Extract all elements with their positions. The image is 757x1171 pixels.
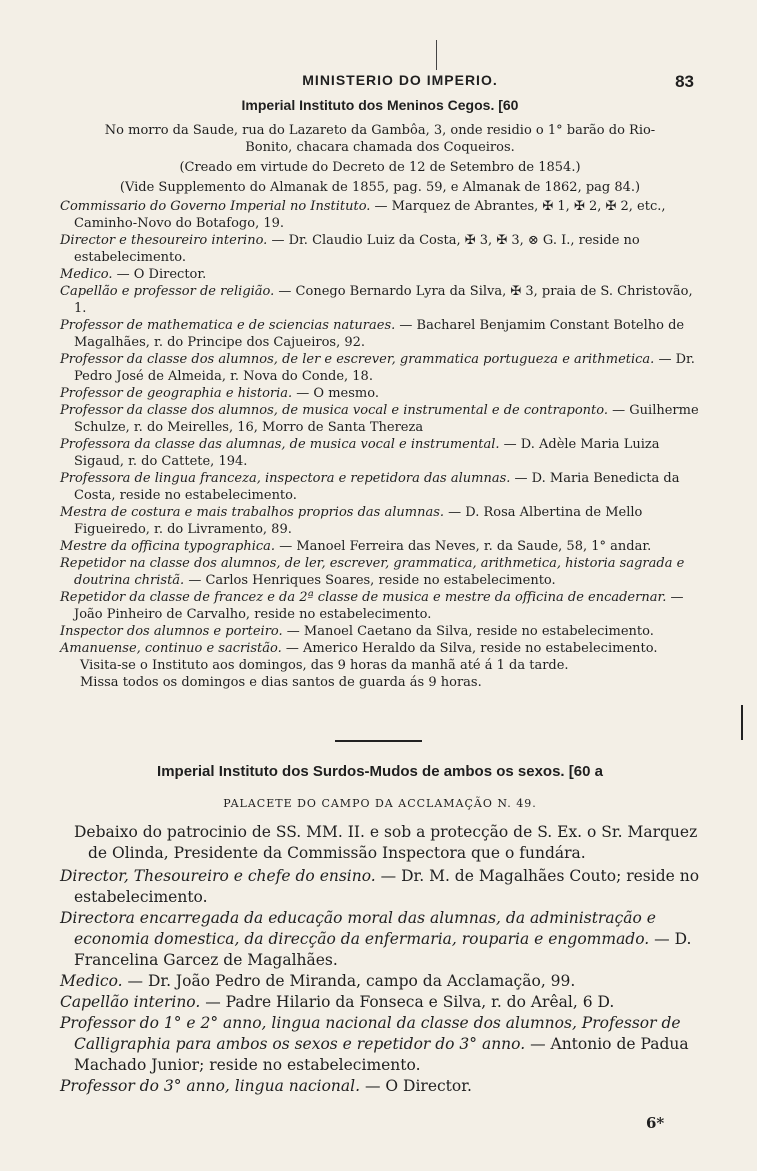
staff-entry (60, 470, 700, 504)
staff-role: Repetidor na classe dos alumnos, de ler, escrever, grammatica, arithmetica, historia sagrada e doutrina christã. (60, 556, 685, 588)
staff-entry (60, 317, 700, 351)
staff-entry (60, 992, 700, 1013)
staff-entry (60, 555, 700, 589)
visit-hours: Visita-se o Instituto aos domingos, das 9 horas da manhã até á 1 da tarde. (80, 658, 569, 673)
staff-entry (60, 385, 700, 402)
staff-detail: — Marquez de Abrantes, ✠ 1, ✠ 2, ✠ 2, etc., Caminho-Novo do Botafogo, 19. (74, 199, 666, 231)
section1-supplement: (Vide Supplemento do Almanak de 1855, pag. 59, e Almanak de 1862, pag 84.) (119, 180, 641, 195)
staff-detail: — Dr. João Pedro de Miranda, campo da Acclamação, 99. (122, 972, 576, 990)
staff-entry (60, 623, 700, 640)
staff-detail: — O Director. (360, 1077, 472, 1095)
staff-role: Professor de mathematica e de sciencias naturaes. (60, 318, 396, 333)
section2-title: Imperial Instituto dos Surdos-Mudos de ambos os sexos. [60 a (157, 763, 603, 780)
staff-role: Medico. (60, 972, 123, 990)
staff-detail: — João Pinheiro de Carvalho, reside no estabelecimento. (74, 590, 684, 622)
staff-role: Professor de geographia e historia. (60, 386, 293, 401)
mass-hours: Missa todos os domingos e dias santos de guarda ás 9 horas. (80, 675, 482, 690)
staff-role: Inspector dos alumnos e porteiro. (60, 624, 283, 639)
staff-role: Directora encarregada da educação moral das alumnas, da administração e economia domestica, da direcção da enfermaria, rouparia e engommado. (60, 909, 656, 948)
staff-entry (60, 971, 700, 992)
staff-role: Capellão interino. (60, 993, 201, 1011)
staff-detail: — O mesmo. (292, 386, 379, 401)
staff-detail: — D. Adèle Maria Luiza Sigaud, r. do Cattete, 194. (74, 437, 660, 469)
staff-role: Medico. (60, 267, 113, 282)
staff-role: Repetidor da classe de francez e da 2ª classe de musica e mestre da officina de encadernar. (60, 590, 667, 605)
section2-intro: Debaixo do patrocinio de SS. MM. II. e sob a protecção de S. Ex. o Sr. Marquez de Olinda, Presidente da Commissão Inspectora que o fundára. (74, 823, 698, 862)
section2-subtitle: PALACETE DO CAMPO DA ACCLAMAÇÃO N. 49. (223, 797, 537, 810)
staff-entry (60, 1013, 700, 1076)
staff-role: Professora da classe das alumnas, de musica vocal e instrumental. (60, 437, 500, 452)
staff-detail: — D. Maria Benedicta da Costa, reside no estabelecimento. (74, 471, 680, 503)
staff-entry (60, 436, 700, 470)
staff-entry (60, 589, 700, 623)
section1-body (60, 122, 700, 691)
staff-entry (60, 538, 700, 555)
margin-mark (741, 705, 743, 740)
staff-detail: — Antonio de Padua Machado Junior; reside no estabelecimento. (74, 1035, 689, 1074)
staff-role: Amanuense, continuo e sacristão. (60, 641, 282, 656)
staff-role: Capellão e professor de religião. (60, 284, 275, 299)
staff-entry (60, 504, 700, 538)
staff-entry (60, 908, 700, 971)
staff-role: Director, Thesoureiro e chefe do ensino. (60, 867, 376, 885)
staff-detail: — Manoel Caetano da Silva, reside no estabelecimento. (282, 624, 654, 639)
staff-detail: — Americo Heraldo da Silva, reside no estabelecimento. (281, 641, 658, 656)
staff-detail: — D. Rosa Albertina de Mello Figueiredo, r. do Livramento, 89. (74, 505, 643, 537)
page-number: 83 (675, 72, 694, 91)
staff-detail: — Conego Bernardo Lyra da Silva, ✠ 3, praia de S. Christovão, 1. (74, 284, 693, 316)
staff-detail: — Bacharel Benjamim Constant Botelho de Magalhães, r. do Principe dos Cajueiros, 92. (74, 318, 685, 350)
staff-entry (60, 283, 700, 317)
staff-detail: — O Director. (112, 267, 207, 282)
staff-role: Mestra de costura e mais trabalhos proprios das alumnas. (60, 505, 445, 520)
staff-role: Professor do 3° anno, lingua nacional. (60, 1077, 361, 1095)
section-divider (335, 740, 422, 742)
section1-entries (60, 198, 700, 657)
staff-detail: — Manoel Ferreira das Neves, r. da Saude, 58, 1° andar. (275, 539, 652, 554)
staff-entry (60, 351, 700, 385)
staff-detail: — Dr. M. de Magalhães Couto; reside no estabelecimento. (74, 867, 700, 906)
staff-entry (60, 866, 700, 908)
staff-entry (60, 198, 700, 232)
staff-detail: — Dr. Pedro José de Almeida, r. Nova do Conde, 18. (74, 352, 695, 384)
staff-detail: — Carlos Henriques Soares, reside no estabelecimento. (184, 573, 556, 588)
staff-role: Director e thesoureiro interino. (60, 233, 268, 248)
section1-creation: (Creado em virtude do Decreto de 12 de Setembro de 1854.) (179, 160, 581, 175)
staff-entry (60, 640, 700, 657)
staff-role: Professor da classe dos alumnos, de musica vocal e instrumental e de contraponto. (60, 403, 609, 418)
top-mark (436, 40, 437, 70)
staff-entry (60, 232, 700, 266)
staff-role: Professor do 1° e 2° anno, lingua nacional da classe dos alumnos, Professor de Calligraphia para ambos os sexos e repetidor do 3° anno. (60, 1014, 681, 1053)
staff-role: Mestre da officina typographica. (60, 539, 276, 554)
signature-mark: 6* (646, 1114, 665, 1132)
staff-entry (60, 1076, 700, 1097)
section1-intro: No morro da Saude, rua do Lazareto da Gambôa, 3, onde residio o 1° barão do Rio-Bonito, chacara chamada dos Coqueiros. (104, 123, 656, 155)
staff-detail: — Padre Hilario da Fonseca e Silva, r. do Arêal, 6 D. (200, 993, 615, 1011)
section2-body (60, 822, 700, 1097)
staff-role: Professor da classe dos alumnos, de ler e escrever, grammatica portugueza e arithmetica. (60, 352, 655, 367)
staff-detail: — Guilherme Schulze, r. do Meirelles, 16, Morro de Santa Thereza (74, 403, 699, 435)
staff-detail: — D. Francelina Garcez de Magalhães. (74, 930, 692, 969)
staff-role: Professora de lingua franceza, inspectora e repetidora das alumnas. (60, 471, 511, 486)
staff-role: Commissario do Governo Imperial no Instituto. (60, 199, 371, 214)
running-header: MINISTERIO DO IMPERIO. (302, 72, 498, 88)
staff-detail: — Dr. Claudio Luiz da Costa, ✠ 3, ✠ 3, ⊗ G. I., reside no estabelecimento. (74, 233, 640, 265)
section2-entries (60, 866, 700, 1097)
staff-entry (60, 266, 700, 283)
section1-title: Imperial Instituto dos Meninos Cegos. [60 (241, 97, 519, 113)
staff-entry (60, 402, 700, 436)
